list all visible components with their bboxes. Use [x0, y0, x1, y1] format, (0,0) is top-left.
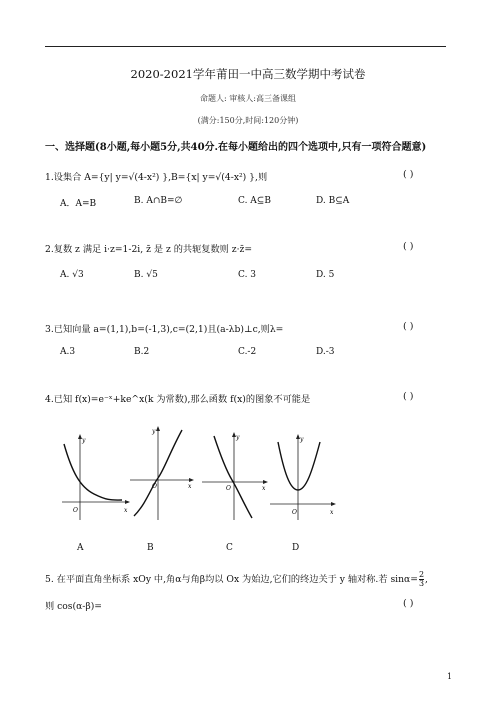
q3-option-b: B.2 — [134, 347, 150, 357]
question-5-stem2: 则 cos(α-β)= — [45, 601, 102, 612]
graph-d-y-label: y — [300, 436, 304, 443]
answer-paren-4: ( ) — [403, 391, 414, 402]
graph-c-y-label: y — [236, 434, 240, 441]
graph-d — [268, 432, 338, 522]
graph-label-a: A — [77, 543, 84, 553]
graph-b-x-label: x — [188, 483, 192, 490]
exam-note: (满分:150分,时间:120分钟) — [197, 116, 299, 125]
graph-a-origin: O — [73, 507, 78, 514]
fraction-numerator: 2 — [418, 570, 425, 579]
graph-label-d: D — [292, 543, 300, 553]
graph-b-y-label: y — [152, 428, 156, 435]
question-2-stem: 2.复数 z 满足 i·z=1-2i, z̄ 是 z 的共轭复数则 z·z̄= — [45, 244, 253, 255]
graph-c — [200, 430, 270, 522]
section-heading: 一、选择题(8小题,每小题5分,共40分.在每小题给出的四个选项中,只有一项符合题意) — [45, 142, 427, 153]
answer-paren-2: ( ) — [403, 241, 414, 252]
q3-option-a: A.3 — [60, 347, 76, 357]
q2-option-a: A. √3 — [60, 270, 84, 280]
page-title: 2020-2021学年莆田一中高三数学期中考试卷 — [130, 67, 366, 81]
authors-line: 命题人: 审核人:高三备课组 — [200, 94, 296, 103]
question-5-stem-end: , — [425, 574, 428, 585]
graph-d-x-label: x — [330, 509, 334, 516]
answer-paren-5: ( ) — [403, 598, 414, 609]
graph-a-y-label: y — [82, 437, 86, 444]
fraction-denominator: 3 — [418, 579, 425, 588]
answer-paren-1: ( ) — [403, 169, 414, 180]
question-3-stem: 3.已知向量 a=(1,1),b=(-1,3),c=(2,1)且(a-λb)⊥c,则λ= — [45, 324, 284, 335]
graph-a — [60, 432, 132, 522]
graph-b-origin: O — [152, 483, 157, 490]
question-1-stem: 1.设集合 A={y| y=√(4-x²) },B={x| y=√(4-x²) },则 — [45, 172, 268, 183]
question-5-stem-text: 5. 在平面直角坐标系 xOy 中,角α与角β均以 Ox 为始边,它们的终边关于 y 轴对称.若 sinα= — [45, 574, 418, 585]
graph-label-b: B — [147, 543, 154, 553]
graph-d-origin: O — [292, 509, 297, 516]
q2-option-c: C. 3 — [238, 270, 257, 280]
question-4-stem: 4.已知 f(x)=e⁻ˣ+ke^x(k 为常数),那么函数 f(x)的图象不可能是 — [45, 394, 311, 405]
question-5-stem — [45, 571, 428, 588]
graph-a-x-label: x — [124, 507, 128, 514]
q3-option-c: C.-2 — [238, 347, 257, 357]
q3-option-d: D.-3 — [316, 347, 335, 357]
q1-option-d: D. B⊆A — [316, 196, 350, 206]
graph-c-x-label: x — [262, 485, 266, 492]
answer-paren-3: ( ) — [403, 321, 414, 332]
q2-option-b: B. √5 — [134, 270, 158, 280]
graph-b — [128, 424, 196, 522]
graph-label-c: C — [226, 543, 233, 553]
page-number: 1 — [447, 672, 453, 681]
sin-alpha-fraction — [419, 571, 424, 588]
graph-c-origin: O — [226, 485, 231, 492]
header-rule — [45, 46, 446, 47]
q2-option-d: D. 5 — [316, 270, 335, 280]
q1-option-c: C. A⊆B — [238, 196, 271, 206]
q1-option-b: B. A∩B=∅ — [134, 196, 183, 206]
q1-option-a: A．A=B — [60, 199, 97, 209]
